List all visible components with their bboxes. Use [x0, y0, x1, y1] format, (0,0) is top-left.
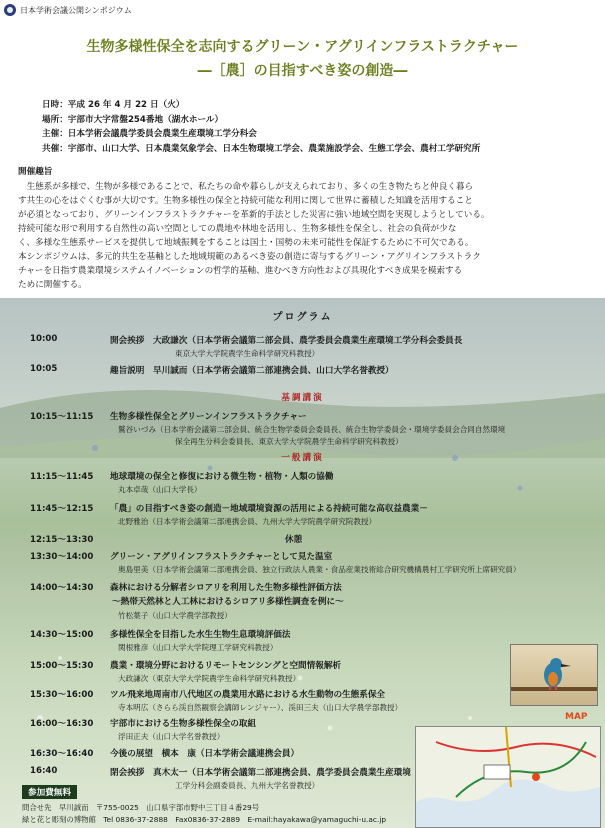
info-host [42, 127, 480, 142]
science-council-logo-icon [4, 4, 16, 16]
info-place-label: 場所： [42, 114, 68, 125]
program-title: 宇部市における生物多様性保全の取組 [110, 719, 257, 729]
intro-heading: 開催趣旨 [18, 167, 53, 177]
program-sub: 寺本明広（さらら渓自然観察会講師レンジャー）、渓田三夫（山口大学農学部教授） [118, 703, 403, 712]
keynote-heading: 基調講演 [281, 393, 324, 403]
program-time: 13:30～14:00 [30, 552, 94, 562]
intro-line: 本シンポジウムは、多元的共生を基軸とした地域規範のあるべき姿の創造に寄与するグリーン・アグリインフラストラク [18, 252, 481, 262]
venue-map [415, 726, 601, 828]
program-sub: 関根雅彦（山口大学大学院理工学研究科教授） [118, 643, 278, 652]
intro-line: チャーを日指す農業環境システムイノベーションの哲学的基軸、進むべき方向性および具現化すべき成果を模索する [18, 266, 463, 276]
contact-info [22, 802, 386, 825]
program-title: 地球環境の保全と修復における微生物・植物・人類の協働 [110, 472, 334, 482]
program-sub: 保全再生分科会委員長、東京大学大学院農学生命科学研究科教授） [175, 437, 403, 446]
program-time: 14:30～15:00 [30, 630, 94, 640]
info-place [42, 113, 480, 128]
program-title: 多様性保全を目指した水生生物生息環境評価法 [110, 630, 291, 640]
program-sub: 奥島里美（日本学術会議第二部連携会員、独立行政法人農業・食品産業技術総合研究機構農村工学研究所上席研究員） [118, 565, 521, 574]
title-line-2: ―［農］の目指すべき姿の創造― [197, 63, 408, 79]
program-title: 閉会挨拶 真木太一（日本学術会議第二部連携会員、農学委員会農業生産環境 [110, 768, 411, 778]
info-place-value: 宇部市大字常盤254番地（湖水ホール） [67, 114, 224, 125]
program-sub: 大政謙次（東京大学大学院農学生命科学研究科教授） [118, 674, 301, 683]
header [4, 3, 132, 17]
info-cohost-value: 宇部市、山口大学、日本農業気象学会、日本生物環境工学会、農業施設学会、生態工学会、農村工学研究所 [67, 143, 481, 154]
intro-line: く、多様な生態系サービスを提供して地域振興をすることは国土・国勢の未来可能性を保証するために不可欠である。 [18, 238, 474, 248]
intro-line: す共生の心をはぐくむ事が大切です。生物多様性の保全と持続可能な利用に関して世界に蓄積した知識を活用すること [18, 196, 473, 206]
program-time: 16:00～16:30 [30, 719, 94, 729]
program-heading: プログラム [272, 312, 333, 323]
intro-line: 持続可能な形で利用する自然性の高い空間としての農地や林地を活用し、生物多様性を保全し、社会の負荷が少な [18, 224, 457, 234]
info-cohost-label: 共催： [42, 143, 68, 154]
program-time: 11:15～11:45 [30, 472, 94, 482]
program-time: 10:00 [30, 334, 58, 344]
program-title: 農業・環境分野におけるリモートセンシングと空間情報解析 [110, 661, 342, 671]
program-title: 開会挨拶 大政謙次（日本学術会議第二部会員、農学委員会農業生産環境工学分科会委員長 [110, 336, 463, 346]
program-title: 趣旨説明 早川誠而（日本学術会議第二部連携会員、山口大学名誉教授） [110, 366, 394, 376]
program-time: 10:15～11:15 [30, 412, 94, 422]
program-time: 16:30～16:40 [30, 749, 94, 759]
program-sub: 竹松葉子（山口大学農学部教授） [118, 611, 232, 620]
info-date [42, 98, 480, 113]
kingfisher-photo [510, 644, 598, 706]
program-sub: 工学分科会副委員長、九州大学名誉教授） [175, 781, 320, 790]
program-subtitle: ～熱帯天然林と人工林におけるシロアリ多様性調査を例に～ [112, 597, 344, 607]
program-sub: 浮田正夫（山口大学名誉教授） [118, 732, 225, 741]
program-title: 森林における分解者シロアリを利用した生物多様性評価方法 [110, 583, 342, 593]
program-time: 15:30～16:00 [30, 690, 94, 700]
intro-line: ために開催する。 [18, 280, 87, 290]
general-heading: 一般講演 [281, 453, 324, 463]
info-host-label: 主催： [42, 129, 68, 140]
fee-badge: 参加費無料 [22, 785, 77, 799]
info-host-value: 日本学術会議農学委員会農業生産環境工学分科会 [67, 129, 257, 140]
program-title: 生物多様性保全とグリーンインフラストラクチャー [110, 412, 307, 422]
program-sub: 北野雅治（日本学術会議第二部連携会員、九州大学大学院農学研究院教授） [118, 517, 377, 526]
intro-line: 生態系が多様で、生物が多様であることで、私たちの命や暮らしが支えられており、多くの生き物たちと仲良く暮ら [18, 182, 474, 192]
title-line-1: 生物多様性保全を志向するグリーン・アグリインフラストラクチャー [86, 39, 519, 55]
program-time: 14:00～14:30 [30, 583, 94, 593]
info-date-label: 日時： [42, 100, 68, 110]
info-date-value: 平成 26 年 4 月 22 日（火） [67, 100, 185, 110]
program-time: 12:15～13:30 [30, 535, 94, 545]
contact-line-2: 緑と花と彫刻の博物館 Tel 0836-37-2888 Fax0836-37-2889 E-mail:hayakawa@yamaguchi-u.ac.jp [22, 814, 387, 824]
program-title: 「農」の目指すべき姿の創造－地域環境資源の活用による持続可能な高収益農業－ [110, 504, 428, 514]
program-sub: 丸本卓哉（山口大学長） [118, 485, 202, 494]
info-cohost [42, 142, 480, 157]
program-time: 11:45～12:15 [30, 504, 94, 514]
intro-line: が必須となっており、グリーンインフラストラクチャーを革新的手法とした災害に強い地域空間を実現しようとしている。 [18, 210, 490, 220]
program-title: 休憩 [285, 535, 303, 545]
event-info [42, 98, 480, 156]
program-sub: 東京大学大学院農学生命科学研究科教授） [175, 349, 320, 358]
intro-text [18, 180, 594, 292]
header-org: 日本学術会議公開シンポジウム [20, 5, 132, 15]
program-title: ツル飛来地周南市八代地区の農業用水路における水生動物の生態系保全 [110, 690, 386, 700]
program-time: 15:00～15:30 [30, 661, 94, 671]
program-time: 10:05 [30, 364, 58, 374]
contact-line-1: 問合せ先 早川誠而 〒755-0025 山口県宇部市野中三丁目４番29号 [22, 803, 260, 812]
program-time: 16:40 [30, 766, 58, 776]
map-label: MAP [565, 712, 588, 722]
program-title: 今後の展望 横本 康（日本学術会議連携会員） [110, 749, 300, 759]
program-sub: 鷲谷いづみ（日本学術会議第二部会員、統合生物学委員会委員長、統合生物学委員会・環境学委員会合同自然環境 [118, 425, 506, 434]
program-title: グリーン・アグリインフラストラクチャーとして見た温室 [110, 552, 333, 562]
